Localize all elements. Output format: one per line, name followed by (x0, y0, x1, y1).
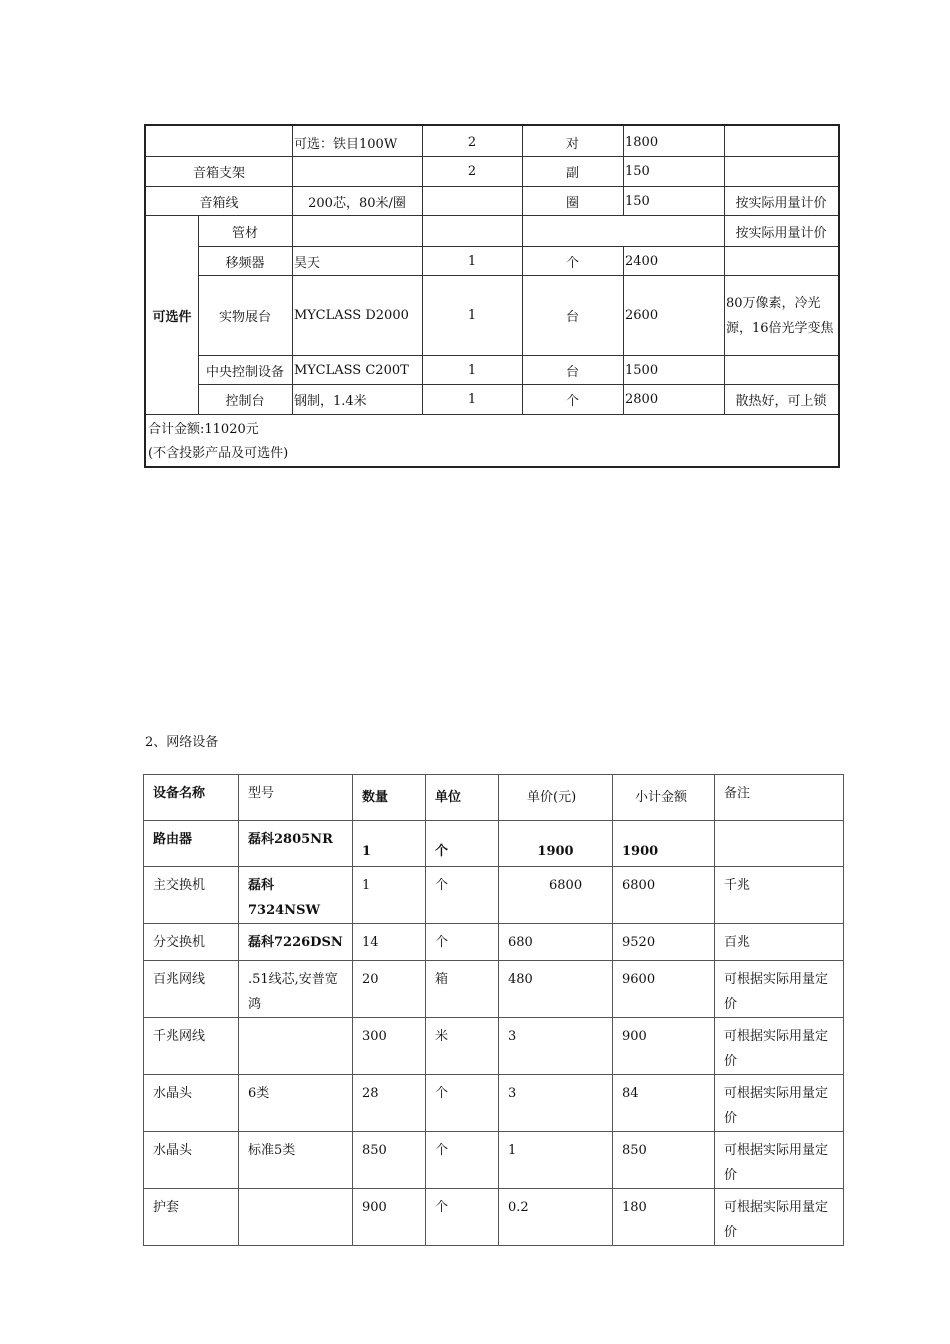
item-cell: 管材 (231, 225, 258, 241)
equipment-table-1 (144, 124, 840, 468)
table-row (144, 1132, 844, 1189)
note-cell: 可根据实际用量定价 (715, 961, 844, 1018)
qty-cell: 1 (467, 308, 477, 323)
qty-cell: 850 (353, 1132, 426, 1189)
note-cell: 按实际用量计价 (735, 225, 827, 241)
qty-cell: 28 (353, 1075, 426, 1132)
price-cell: 150 (625, 193, 650, 209)
price-cell: 1800 (625, 134, 659, 150)
note-cell: 可根据实际用量定价 (715, 1018, 844, 1075)
model-cell: 6类 (239, 1075, 353, 1132)
model-cell: MYCLASS D2000 (294, 308, 409, 323)
model-cell: 磊科2805NR (239, 821, 353, 867)
unit-cell: 台 (565, 310, 579, 325)
note-cell (715, 821, 844, 867)
price-cell: 2800 (625, 392, 659, 407)
table-row (144, 821, 844, 867)
item-cell: 音箱支架 (192, 166, 245, 181)
header-name: 设备名称 (144, 775, 239, 821)
model-cell: 昊天 (294, 255, 321, 271)
subtotal-cell: 850 (613, 1132, 715, 1189)
unit-cell: 副 (565, 166, 579, 181)
price-cell: 0.2 (499, 1189, 613, 1246)
name-cell: 百兆网线 (144, 961, 239, 1018)
model-cell: .51线芯,安普宽鸿 (239, 961, 353, 1018)
model-cell (239, 1018, 353, 1075)
unit-cell: 米 (426, 1018, 499, 1075)
qty-cell: 900 (353, 1189, 426, 1246)
table-row (146, 128, 838, 156)
table-row (144, 961, 844, 1018)
note-cell: 可根据实际用量定价 (715, 1132, 844, 1189)
unit-cell: 圈 (565, 195, 579, 211)
qty-cell: 14 (353, 924, 426, 961)
header-subtotal: 小计金额 (613, 775, 715, 821)
network-equipment-table (143, 774, 844, 1246)
unit-cell: 个 (565, 394, 579, 409)
header-model: 型号 (239, 775, 353, 821)
price-cell: 150 (625, 164, 650, 179)
subtotal-cell: 900 (613, 1018, 715, 1075)
model-cell: 磊科7324NSW (239, 867, 353, 924)
table-row (146, 216, 838, 246)
qty-cell: 1 (353, 867, 426, 924)
model-cell: 标准5类 (239, 1132, 353, 1189)
header-price: 单价(元) (499, 775, 613, 821)
item-cell: 中央控制设备 (205, 364, 284, 380)
unit-cell: 个 (426, 867, 499, 924)
price-cell: 6800 (499, 867, 613, 924)
table-row (146, 187, 838, 215)
table-row (146, 385, 838, 414)
model-cell: 磊科7226DSN (239, 924, 353, 961)
subtotal-cell: 9600 (613, 961, 715, 1018)
section-heading: 2、网络设备 (145, 735, 219, 750)
price-cell: 480 (499, 961, 613, 1018)
table-row (146, 157, 838, 186)
table-row (144, 924, 844, 961)
name-cell: 主交换机 (144, 867, 239, 924)
qty-cell: 20 (353, 961, 426, 1018)
subtotal-cell: 84 (613, 1075, 715, 1132)
header-qty: 数量 (353, 775, 426, 821)
qty-cell: 2 (467, 134, 477, 150)
qty-cell: 300 (353, 1018, 426, 1075)
unit-cell: 个 (426, 1132, 499, 1189)
qty-cell: 2 (467, 164, 477, 179)
model-cell (239, 1189, 353, 1246)
unit-cell: 个 (426, 1189, 499, 1246)
qty-cell: 1 (467, 362, 477, 378)
subtotal-cell: 6800 (613, 867, 715, 924)
unit-cell: 个 (426, 1075, 499, 1132)
qty-cell: 1 (467, 253, 477, 269)
price-cell: 3 (499, 1018, 613, 1075)
item-cell: 控制台 (225, 394, 265, 409)
item-cell: 实物展台 (218, 310, 271, 325)
price-cell: 1500 (625, 362, 659, 378)
price-cell: 1900 (499, 821, 613, 867)
note-cell: 百兆 (715, 924, 844, 961)
subtotal-cell: 180 (613, 1189, 715, 1246)
price-cell: 3 (499, 1075, 613, 1132)
unit-cell: 箱 (426, 961, 499, 1018)
name-cell: 分交换机 (144, 924, 239, 961)
note-cell: 可根据实际用量定价 (715, 1189, 844, 1246)
note-cell: 散热好，可上锁 (735, 394, 827, 409)
unit-cell: 个 (565, 255, 579, 271)
price-cell: 2600 (625, 308, 659, 323)
table-row (144, 1018, 844, 1075)
unit-cell: 个 (426, 821, 499, 867)
optional-group-label: 可选件 (152, 309, 192, 325)
total-line: 合计金额:11020元 (148, 422, 259, 437)
qty-cell: 1 (353, 821, 426, 867)
name-cell: 千兆网线 (144, 1018, 239, 1075)
unit-cell: 个 (426, 924, 499, 961)
item-cell: 移频器 (225, 255, 265, 271)
name-cell: 水晶头 (144, 1075, 239, 1132)
table-row (144, 1189, 844, 1246)
table-header-row (144, 775, 844, 821)
subtotal-cell: 1900 (613, 821, 715, 867)
table-row (146, 247, 838, 275)
name-cell: 护套 (144, 1189, 239, 1246)
model-cell: 200芯，80米/圈 (308, 195, 406, 211)
note-cell: 按实际用量计价 (735, 195, 827, 211)
note-cell: 千兆 (715, 867, 844, 924)
name-cell: 路由器 (144, 821, 239, 867)
model-cell: MYCLASS C200T (294, 362, 409, 378)
model-cell: 钢制，1.4米 (294, 394, 367, 409)
unit-cell: 对 (565, 136, 579, 152)
header-unit: 单位 (426, 775, 499, 821)
header-note: 备注 (715, 775, 844, 821)
note-cell: 可根据实际用量定价 (715, 1075, 844, 1132)
price-cell: 2400 (625, 253, 659, 269)
table-row (144, 1075, 844, 1132)
table-row (144, 867, 844, 924)
item-cell: 音箱线 (199, 195, 239, 211)
note-cell: 80万像素，冷光源，16倍光学变焦 (726, 295, 834, 336)
subtotal-cell: 9520 (613, 924, 715, 961)
qty-cell: 1 (467, 392, 477, 407)
total-amount (148, 418, 288, 466)
model-cell: 可选：铁目100W (294, 136, 398, 152)
unit-cell: 台 (565, 364, 579, 380)
total-note: (不含投影产品及可选件) (148, 446, 289, 461)
table-row (146, 276, 838, 355)
table-row (146, 356, 838, 384)
name-cell: 水晶头 (144, 1132, 239, 1189)
price-cell: 680 (499, 924, 613, 961)
price-cell: 1 (499, 1132, 613, 1189)
